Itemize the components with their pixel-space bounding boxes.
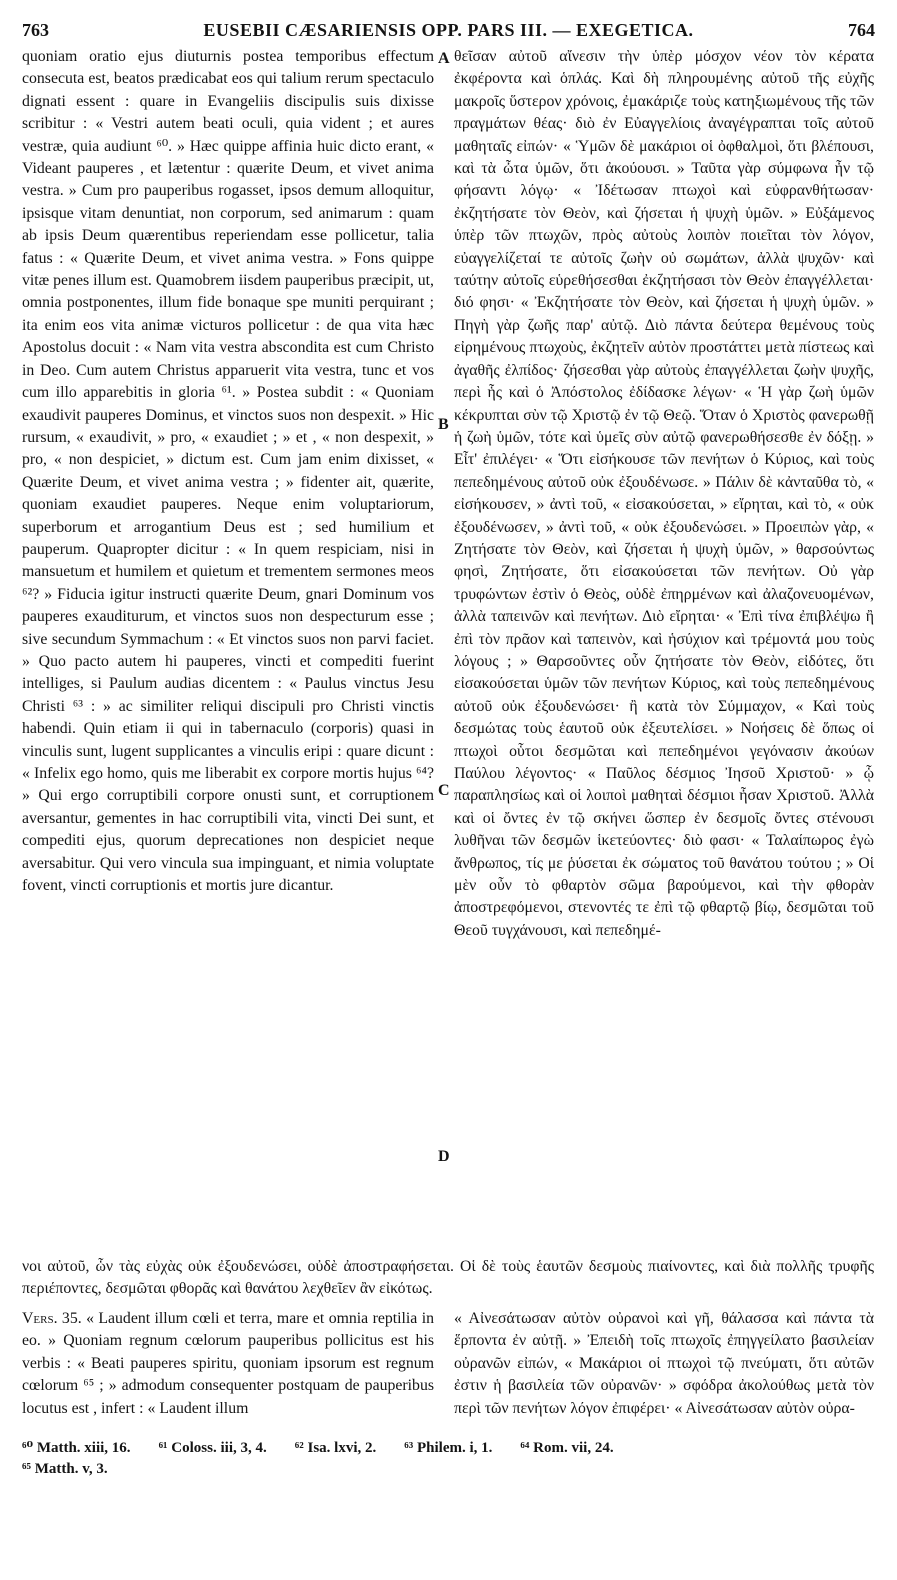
footnotes <box>22 1438 874 1480</box>
section-marker-c: C <box>438 782 450 799</box>
section-marker-b: B <box>438 416 449 433</box>
section-marker-a: A <box>438 50 450 67</box>
verse-latin-column <box>22 1308 434 1420</box>
page-number-right: 764 <box>848 20 875 40</box>
greek-column <box>454 46 874 1244</box>
latin-text: quoniam oratio ejus diuturnis postea temporibus effectum consecuta est, beatos prædicabat eos qui talium rerum spectaculo dignati essent : quare in Evangeliis discipulis suis dixisse scribitur : « Vestri autem beati oculi, quia vident ; et aures vestræ, quia audiunt ⁶⁰. » Hæc quippe affinia huic dicto erant, « Videant pauperes , et lætentur : quærite Deum, et vivet anima vestra. » Cum pro pauperibus rogasset, ipsos demum alloquitur, ipsisque vitam denuntiat, non corporum, sed animarum : quam ab ipsis Deum quærentibus reperiendam esse pollicetur, talia fatus : « Quærite Deum, et vivet anima vestra. » Fons quippe vitæ penes illum est. Quamobrem iisdem pauperibus præcipit, ut, omnia postponentes, illum fide bonaque spe muniti perquirant ; ita enim eos vita animæ victuros pollicetur : de qua vita hæc Apostolus docuit : « Nam vita vestra abscondita est cum Christo in Deo. Cum autem Christus apparuerit vita vestra, tunc et vos cum illo apparebitis in gloria ⁶¹. » Postea subdit : « Quoniam exaudivit pauperes Dominus, et vinctos suos non despexit. » Hic rursum, « exaudivit, » pro, « exaudiet ; » et , « non despexit, » pro, « non despiciet, » dictum est. Cum jam enim dixisset, « Quærite Deum, et vivet anima vestra ; » fidenter ait, quærite, quoniam exaudiet pauperes. Neque enim voluptariorum, superborum et arrogantium Deus est ; sed humilium et pauperum. Quapropter dicitur : « In quem respiciam, nisi in mansuetum et humilem et quietum et trementem sermones meos ⁶²? » Fiducia igitur instructi quærite Deum, gnari Dominum vos pauperes exauditurum, et vinctos suos non despecturum esse ; sive secundum Symmachum : « Et vinctos suos non parvi faciet. » Quo pacto autem hi pauperes, vincti et compediti fuerint intelliges, si Paulum audias dicentem : « Paulus vinctus Jesu Christi ⁶³ : » ac similiter reliqui discipuli pro Christi vinctis habendi. Quin etiam ii qui in tabernaculo (corporis) quasi in vinculis sunt, lugent supplicantes a vinculis eripi : quare dicunt : « Infelix ego homo, quis me liberabit ex corpore mortis hujus ⁶⁴? » Qui ergo corruptibili corpore onusti sunt, et corruptionem aversantur, gementes in hac corruptibili vita, vincti Dei sunt, et compediti ejus, quorum deprecationes non despiciet neque aversabitur. Qui vero vincula sua impinguant, et nimia voluptate fovent, vincti corruptionis et mortis jure dicantur. <box>22 48 434 895</box>
footnote: ⁶⁵ Matth. v, 3. <box>22 1461 108 1477</box>
page-number-left: 763 <box>22 20 49 40</box>
running-title: EUSEBII CÆSARIENSIS OPP. PARS III. — EXEGETICA. <box>203 20 694 40</box>
latin-column <box>22 46 434 1244</box>
verse-latin-text: « Laudent illum cœli et terra, mare et omnia reptilia in eo. » Quoniam regnum cœlorum pauperibus pollicitus est his verbis : « Beati pauperes spiritu, quoniam ipsorum est regnum cœlorum ⁶⁵ ; » admodum consequenter postquam de pauperibus locutus est , infert : « Laudent illum <box>22 1310 434 1417</box>
footnote: ⁶² Isa. lxvi, 2. <box>294 1440 377 1456</box>
footnote: ⁶⁴ Rom. vii, 24. <box>520 1440 614 1456</box>
footnote: ⁶¹ Coloss. iii, 3, 4. <box>158 1440 267 1456</box>
verse-greek-text: « Αἰνεσάτωσαν αὐτὸν οὐρανοὶ καὶ γῆ, θάλασσα καὶ πάντα τὰ ἕρποντα ἐν αὐτῇ. » Ἐπειδὴ τοῖς πτωχοῖς ἐπηγγείλατο βασιλείαν οὐρανῶν εἰπών, « Μακάριοι οἱ πτωχοὶ τῷ πνεύματι, ὅτι αὐτῶν ἐστιν ἡ βασιλεία τῶν οὐρανῶν· » σφόδρα ἀκολούθως μετὰ τὸν περὶ τῶν πενήτων λόγον ἐπιφέρει· « Αἰνεσάτωσαν αὐτὸν οὐρα- <box>454 1310 874 1417</box>
footnote-line-2 <box>22 1459 874 1480</box>
verse-label: Vers. 35. <box>22 1310 82 1327</box>
running-header <box>22 16 875 44</box>
verse-greek-column <box>454 1308 874 1420</box>
footnote: ⁶³ Philem. i, 1. <box>404 1440 493 1456</box>
section-markers <box>434 46 454 1246</box>
greek-continuation-text: νοι αὐτοῦ, ὧν τὰς εὐχὰς οὐκ ἐξουδενώσει, οὐδὲ ἀποστραφήσεται. Οἱ δὲ τοὺς ἑαυτῶν δεσμοὺς πιαίνοντες, καὶ διὰ πολλῆς τρυφῆς περιέποντες, δεσμῶται φθορᾶς καὶ θανάτου λεχθεῖεν ἂν εἰκότως. <box>22 1257 874 1298</box>
greek-continuation <box>22 1240 874 1316</box>
greek-text: θεῖσαν αὐτοῦ αἴνεσιν τὴν ὑπὲρ μόσχον νέον τὸν κέρατα ἐκφέροντα καὶ ὁπλάς. Καὶ δὴ πληρουμένης αὐτοῦ τῆς εὐχῆς μακροῖς ὕστερον χρόνοις, ἐμακάριζε τοὺς κατηξιωμένους τῆς τῶν πραγμάτων θέας· διὸ ἐν Εὐαγγελίοις ἀναγέγραπται τοῖς αὐτοῦ μαθηταῖς εἰπών· « Ὑμῶν δὲ μακάριοι οἱ ὀφθαλμοὶ, ὅτι βλέπουσι, καὶ τὰ ὦτα ὑμῶν, ὅτι ἀκούουσι. » Ταῦτα γὰρ σύμφωνα ἦν τῷ φήσαντι λόγῳ· « Ἰδέτωσαν πτωχοὶ καὶ εὐφρανθήτωσαν· ἐκζητήσατε τὸν Θεὸν, καὶ ζήσεται ἡ ψυχὴ ὑμῶν. » Εὐξάμενος ὑπὲρ τῶν πτωχῶν, πρὸς αὐτοὺς λοιπὸν ποιεῖται τὸν λόγον, εὐαγγελίζεταί τε αὐτοῖς ζωὴν οὐ σωμάτων, ἀλλὰ ψυχῶν· καὶ ταύτην αὐτοῖς εὑρεθήσεσθαι ἐκζητήσασι τὸν Θεὸν ἐπαγγέλλεται· διό φησι· « Ἐκζητήσατε τὸν Θεὸν, καὶ ζήσεται ἡ ψυχὴ ὑμῶν. » Πηγὴ γὰρ ζωῆς παρ' αὐτῷ. Διὸ πάντα δεύτερα θεμένους τοὺς εἰρημένους πτωχοὺς, ἐκζητεῖν αὐτὸν προστάττει μετὰ πίστεως καὶ ἀγαθῆς ἐλπίδος· ζήσεσθαι γὰρ αὐτοὺς ἐπαγγέλλεται ζωὴν ψυχῆς, περὶ ἧς καὶ ὁ Ἀπόστολος ἐδίδασκε λέγων· « Ἡ γὰρ ζωὴ ὑμῶν κέκρυπται σὺν τῷ Χριστῷ ἐν τῷ Θεῷ. Ὅταν ὁ Χριστὸς φανερωθῇ ἡ ζωὴ ὑμῶν, τότε καὶ ὑμεῖς σὺν αὐτῷ φανερωθήσεσθε ἐν δόξῃ. » Εἶτ' ἐπιλέγει· « Ὅτι εἰσήκουσε τῶν πενήτων ὁ Κύριος, καὶ τοὺς πεπεδημένους αὐτοῦ οὐκ ἐξουδένωσε. » Πάλιν δὲ κἀνταῦθα τὸ, « εἰσήκουσεν, » ἀντὶ τοῦ, « εἰσακούσεται, » εἴρηται, καὶ τὸ, « οὐκ ἐξουδένωσεν, » ἀντὶ τοῦ, « οὐκ ἐξουδενώσει. » Προειπὼν γὰρ, « Ζητήσατε τὸν Θεὸν, καὶ ζήσεται ἡ ψυχὴ ὑμῶν, » θαρσούντως φησὶ, Ζητήσατε, ὅτι εἰσακούσεται τῶν πενήτων. Οὐ γὰρ τρυφώντων ἐστὶν ὁ Θεὸς, οὐδὲ ἐπηρμένων καὶ ἀλαζονευομένων, ἀλλὰ ταπεινῶν καὶ πενήτων. Διὸ εἴρηται· « Ἐπὶ τίνα ἐπιβλέψω ἢ ἐπὶ τὸν πρᾶον καὶ ταπεινὸν, καὶ ἡσύχιον καὶ τρέμοντά μου τοὺς λόγους ; » Θαρσοῦντες οὖν ζητήσατε τὸν Θεὸν, εἰδότες, ὅτι εἰσακούσεται ὑμῶν τῶν πενήτων Κύριος, καὶ τοὺς πεπεδημένους αὐτοῦ οὐκ ἐξουδενώσει· ἢ κατὰ τὸν Σύμμαχον, « Καὶ τοὺς δεσμώτας τοὺς ἑαυτοῦ οὐκ ἐξευτελίσει. » Νοήσεις δὲ ὅπως οἱ πτωχοὶ οὗτοι δεσμῶται καὶ πεπεδημένοι γεγόνασιν ἀκούων Παύλου λέγοντος· « Παῦλος δέσμιος Ἰησοῦ Χριστοῦ· » ᾧ παραπλησίως καὶ οἱ λοιποὶ μαθηταὶ δέσμιοι ἦσαν Χριστοῦ. Ἀλλὰ καὶ οἱ ὄντες ἐν τῷ σκήνει ὥσπερ ἐν δεσμοῖς ὄντες στένουσι λυθῆναι τῶν δεσμῶν ἱκετεύοντες· διὸ φασι· « Ταλαίπωρος ἐγὼ ἄνθρωπος, τίς με ῥύσεται ἐκ σώματος τοῦ θανάτου τούτου ; » Οἱ μὲν οὖν τὸ φθαρτὸν σῶμα βαρούμενοι, καὶ τὴν φθορὰν ἀποστρεφόμενοι, στενοντές τε ἐπὶ τῷ φθαρτῷ βίῳ, δεσμῶται τοῦ Θεοῦ τυγχάνουσι, καὶ πεπεδημέ- <box>454 48 874 939</box>
footnote-line-1 <box>22 1438 874 1459</box>
footnote: ⁶⁰ Matth. xiii, 16. <box>22 1440 131 1456</box>
section-marker-d: D <box>438 1148 450 1165</box>
